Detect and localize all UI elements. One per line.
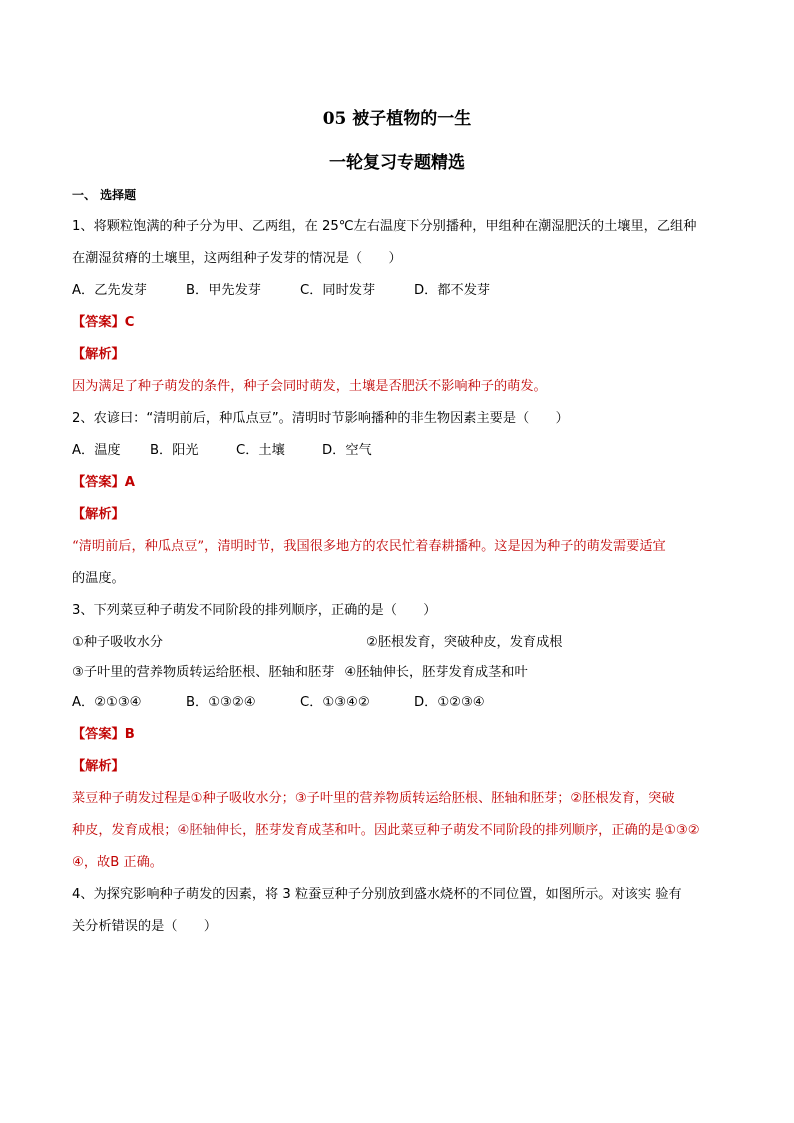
q3-analysis-line2c: ，胚芽发育成茎和叶。因此菜豆种子萌发不同阶段的排列顺序，正确的是①③② bbox=[242, 823, 700, 838]
q3-analysis-line3: ④，故B 正确。 bbox=[72, 855, 163, 870]
q2-analysis-line1: “清明前后，种瓜点豆”，清明时节，我国很多地方的农民忙着春耕播种。这是因为种子的萌发需要适宜 bbox=[72, 539, 666, 554]
q2-option-b: B．阳光 bbox=[150, 443, 199, 458]
q1-answer: 【答案】C bbox=[72, 315, 135, 330]
q3-item-3-4 bbox=[72, 664, 528, 682]
q1-analysis: 因为满足了种子萌发的条件，种子会同时萌发，土壤是否肥沃不影响种子的萌发。 bbox=[72, 379, 547, 394]
q3-option-c: C．①③④② bbox=[300, 695, 370, 710]
q3-item-1: ①种子吸收水分 bbox=[72, 635, 163, 650]
q1-stem-line1: 1、将颗粒饱满的种子分为甲、乙两组，在 25℃左右温度下分别播种，甲组种在潮湿肥沃的土壤里，乙组种 bbox=[72, 219, 697, 234]
q1-option-d: D．都不发芽 bbox=[414, 283, 491, 298]
q3-item-3: ③子叶里的营养物质转运给胚根、胚轴和胚芽 bbox=[72, 665, 335, 680]
q2-option-c: C．土壤 bbox=[236, 443, 285, 458]
q1-analysis-label: 【解析】 bbox=[72, 347, 125, 362]
q1-option-a: A．乙先发芽 bbox=[72, 283, 147, 298]
q3-analysis-line1: 菜豆种子萌发过程是①种子吸收水分；③子叶里的营养物质转运给胚根、胚轴和胚芽；②胚根发育，突破 bbox=[72, 791, 675, 806]
q3-item-2: ②胚根发育，突破种皮，发育成根 bbox=[366, 635, 563, 650]
q4-stem-line1: 4、为探究影响种子萌发的因素，将 3 粒蚕豆种子分别放到盛水烧杯的不同位置，如图所示。对该实 验有 bbox=[72, 887, 682, 902]
q3-options bbox=[72, 694, 485, 712]
q3-stem: 3、下列菜豆种子萌发不同阶段的排列顺序，正确的是（ ） bbox=[72, 603, 437, 618]
section-heading: 一、 选择题 bbox=[72, 188, 137, 202]
doc-title: 05 被子植物的一生 bbox=[322, 109, 472, 129]
q3-analysis-line2a: 种皮，发育成根； bbox=[72, 823, 178, 838]
q3-answer: 【答案】B bbox=[72, 727, 135, 742]
q3-option-b: B．①③②④ bbox=[186, 695, 256, 710]
q3-item-4: ④胚轴伸长，胚芽发育成茎和叶 bbox=[344, 665, 528, 680]
q2-option-a: A．温度 bbox=[72, 443, 121, 458]
q1-options bbox=[72, 282, 490, 300]
q3-analysis-label: 【解析】 bbox=[72, 759, 125, 774]
q3-option-a: A．②①③④ bbox=[72, 695, 142, 710]
doc-subtitle: 一轮复习专题精选 bbox=[329, 153, 465, 173]
q1-option-b: B．甲先发芽 bbox=[186, 283, 261, 298]
q2-stem: 2、农谚曰：“清明前后，种瓜点豆”。清明时节影响播种的非生物因素主要是（ ） bbox=[72, 411, 569, 426]
q3-option-d: D．①②③④ bbox=[414, 695, 485, 710]
q2-options bbox=[72, 442, 372, 460]
q2-answer: 【答案】A bbox=[72, 475, 135, 490]
q4-stem-line2: 关分析错误的是（ ） bbox=[72, 919, 218, 934]
q2-analysis-line2: 的温度。 bbox=[72, 571, 125, 586]
q3-analysis-line2 bbox=[72, 822, 700, 840]
q1-stem-line2: 在潮湿贫瘠的土壤里，这两组种子发芽的情况是（ ） bbox=[72, 251, 402, 266]
q2-analysis-label: 【解析】 bbox=[72, 507, 125, 522]
q1-option-c: C．同时发芽 bbox=[300, 283, 376, 298]
q2-option-d: D．空气 bbox=[322, 443, 372, 458]
q3-analysis-line2b: ④胚轴伸长 bbox=[177, 823, 243, 838]
